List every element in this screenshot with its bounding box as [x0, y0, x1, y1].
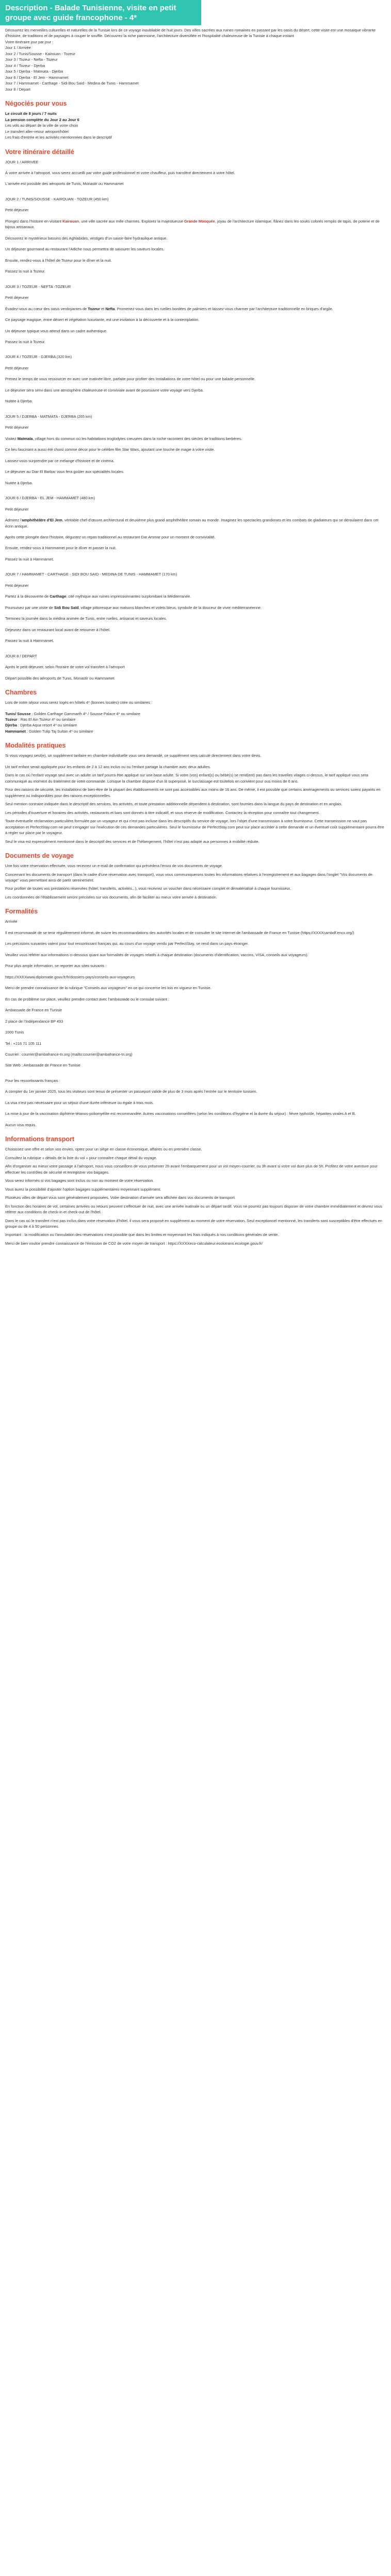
formalities-paragraph: Les précisions suivantes valent pour tout ressortissant français qui, au cours d'un voyage vendu par PerfectStay, se rend dans un pays étranger. — [5, 941, 249, 946]
embassy-email[interactable]: Courriel : courrier@ambafrance-tn.org (mailto:courrier@ambafrance-tn.org) — [5, 1052, 133, 1057]
embassy-phone: Tel : +216 71 105 111 — [5, 1041, 42, 1046]
day-paragraph: Passez la nuit à Hammamet. — [5, 638, 54, 643]
day-paragraph: À votre arrivée à l'aéroport, vous serez accueilli par votre guide professionnel et votre chauffeur, puis transféré directement à votre hôtel. — [5, 170, 235, 175]
formalities-paragraph: Arrivée — [5, 919, 18, 924]
docs-paragraph: Une fois votre réservation effectuée, vous recevrez un e-mail de confirmation qui précédera l'envoi de vos documents de voyage. — [5, 863, 223, 869]
transport-paragraph: Plusieurs villes de départ vous sont généralement proposées. Votre destination d'arrivée sera affichée dans vos documents de transport. — [5, 1195, 236, 1200]
day-meal: Petit déjeuner — [5, 365, 29, 370]
day-paragraph: Nuitée à Djerba. — [5, 480, 33, 485]
room-item — [5, 728, 386, 734]
room-hotel: : Djerba Aqua resort 4* ou similaire — [17, 723, 77, 728]
day-paragraph: Déjeunez dans un restaurant local avant de retourner à l'hôtel. — [5, 627, 110, 632]
transport-paragraph: Important : la modification ou l'annulation des réservations n'est possible que dans les limites et moyennant les frais indiqués à nos conditions générales de vente. — [5, 1232, 279, 1238]
offer-item: La pension complète du Jour 2 au Jour 6 — [5, 117, 79, 122]
room-hotel: : Golden Carthage Gammarth 4* / Sousse Palace 4* ou similaire — [30, 711, 140, 716]
room-city: Tunis/ Sousse — [5, 711, 31, 716]
text-span: Visitez — [5, 436, 18, 441]
transport-paragraph: Choisissez une offre et selon vos envies, optez pour un siège en classe économique, affaires ou en première classe. — [5, 1147, 202, 1152]
room-item — [5, 717, 386, 722]
day-paragraph — [5, 594, 386, 599]
rooms-intro: Lors de votre séjour vous serez logés en hôtels 4* (bonnes locales) citée ou similaires : — [5, 700, 153, 705]
terms-paragraph: Pour des raisons de sécurité, les installations de bien-être de la plupart des établissements ne sont pas accessibles aux moins de 16 ans. De même, il est possible que certains aménagements ou services soient payants en supplément ou indisponibles pour des raisons exceptionnelles. — [5, 787, 381, 798]
itinerary-summary-item: Jour 4 / Tozeur - Djerba — [5, 63, 45, 68]
day-paragraph: Un déjeuner typique vous attend dans un cadre authentique. — [5, 328, 108, 333]
rooms-list — [5, 711, 386, 735]
day-title: JOUR 7 / HAMMAMET - CARTHAGE - SIDI BOU SAID - MEDINA DE TUNIS - HAMMAMET (170 km) — [5, 572, 177, 577]
day-paragraph — [5, 436, 386, 442]
text-span: , une ville sacrée aux mille charmes. Explorez la majestueuse — [79, 218, 184, 224]
day-meal: Petit déjeuner — [5, 506, 29, 512]
day-title: JOUR 4 / TOZEUR - DJERBA (320 km) — [5, 354, 72, 360]
text-span: Poursuivez par une visite de — [5, 605, 54, 610]
day-paragraph: Départ possible des aéroports de Tunis, Monastir ou Hammamet — [5, 675, 115, 681]
room-city: Hammamet — [5, 728, 26, 734]
docs-paragraph: Pour profiter de toutes vos prestations réservées (hôtel, transferts, activités...), vous recevrez un voucher dans nécessaire complet et dématérialisé à chaque fournisseur. — [5, 886, 291, 891]
description-content — [0, 25, 391, 1246]
section-title-transport: Informations transport — [5, 1136, 75, 1143]
section-title-offer: Négociés pour vous — [5, 100, 67, 108]
day-title: JOUR 5 / DJERBA - MATMATA - DJERBA (265 km) — [5, 414, 92, 419]
room-hotel: : Golden Tulip Taj Sultan 4* ou similaire — [25, 728, 93, 734]
day-paragraph: Après le petit déjeuner, selon l'horaire de votre vol transfert à l'aéroport — [5, 665, 125, 670]
text-span: et — [100, 306, 106, 311]
day-title: JOUR 6 / DJERBA - EL JEM - HAMMAMET (480 km) — [5, 496, 95, 501]
transport-paragraph: Vous aurez la possibilité d'ajouter l'option bagages supplémentaires moyennant supplément. — [5, 1187, 161, 1192]
transport-paragraph: Consultez la rubrique « détails de la liste du vol » pour connaître chaque détail du voyage. — [5, 1155, 157, 1160]
transport-paragraph: Afin d'organiser au mieux votre passage à l'aéroport, nous vous conseillons de vous présenter 2h avant l'embarquement pour un vol moyen-courrier, ou 3h avant si votre vol dure plus de 5h. Profitez de votre aventure pour effectuer les contrôles de sécurité et enregistrer vos bagages. — [5, 1164, 378, 1175]
day-paragraph: Laissez-vous surprendre par ce mélange d'histoire et de cinéma. — [5, 458, 115, 463]
itinerary-summary-item: Jour 5 / Djerba - Matmata - Djerba — [5, 69, 63, 74]
day-paragraph: Ensuite, rendez-vous à Hammamet pour le dîner et passer la nuit. — [5, 546, 117, 551]
formalities-paragraph: La mise à jour de la vaccination diphtérie-tétanos-poliomyélite est recommandée. Autres vaccinations conseillées (selon les conditions d'hygiène et la durée du séjour) : fièvre typhoïde, hépatites virales A et B. — [5, 1111, 356, 1116]
formalities-paragraph: Il est recommandé de se tenir régulièrement informé, de suivre les recommandations des autorités locales et de consulter le site Internet de l'ambassade de France en Tunisie (https://XXXXcambdf.encx.org/) — [5, 930, 354, 935]
place-highlight: Carthage — [50, 594, 67, 599]
intro-block — [5, 27, 386, 92]
offer-item: Les frais d'entrée et les activités mentionnées dans le descriptif — [5, 135, 112, 140]
page-title: Description - Balade Tunisienne, visite en petit groupe avec guide francophone - 4* — [5, 4, 176, 22]
text-span: , véritable chef-d'œuvre architectural et deuxième plus grand amphithéâtre romain au monde. Imaginez les spectacles grandioses et les combats de gladiateurs qui se déroulaient dans cet écrin antique. — [5, 518, 379, 529]
day-paragraph — [5, 218, 386, 230]
day-title: JOUR 2 / TUNIS/SOUSSE - KAIROUAN - TOZEUR (450 km) — [5, 196, 109, 201]
day-meal: Petit déjeuner — [5, 425, 29, 430]
day-title: JOUR 1 / ARRIVEE — [5, 159, 39, 164]
day-paragraph: Le déjeuner au Diar El Barbar vous fera goûter aux spécialités locales. — [5, 469, 124, 474]
terms-paragraph: Seul mention contraire indiquée dans le descriptif des services, les activités, et toute prestation additionnelle dépendent à destination, sont fournies dans la langue du pays de destination et en anglais. — [5, 802, 343, 807]
offer-list — [5, 111, 386, 140]
place-highlight: Matmata — [17, 436, 33, 441]
formalities-paragraph: A compter du 1er janvier 2025, tous les visiteurs sont tenus de présenter un passeport valide de plus de 3 mois après l'entrée sur le territoire tunisien. — [5, 1089, 257, 1094]
offer-item: Le transfert aller-retour aéroport/hôtel — [5, 129, 69, 134]
embassy-name: Ambassade de France en Tunisie — [5, 1008, 62, 1013]
itinerary-summary-item: Jour 6 / Djerba - El Jem - Hammamet — [5, 75, 69, 80]
day-paragraph — [5, 517, 386, 529]
itinerary-summary-item: Jour 8 / Départ — [5, 87, 30, 92]
text-span: , joyau de l'architecture islamique, flânez dans les souks colorés remplis de tapis, de poterie et de bijoux artisanaux. — [5, 218, 380, 230]
terms-paragraph: Toute éventuelle réclamation particulière formulée par un voyageur et qui n'est pas incluse dans les descriptifs du service de voyage, lors l'objet d'une transmission à votre fournisseur. Cette transmission ne vaut pas acceptation et PerfectStay.com ne peut s'engager sur l'exécution de ces demandes particulières. Seul le fournisseur de PerfectStay.com peut sur place accéder à cette demande et un éventuel coût supplémentaire pourra être à régler sur place par le voyageur. — [5, 819, 384, 836]
room-hotel: : Ras El Ain Tozeur 4* ou similaire — [17, 717, 76, 722]
place-highlight: Grande Mosquée — [184, 218, 215, 224]
day-paragraph: Découvrez le mystérieux bassins des Aghlabides, vestiges d'un savoir-faire hydraulique antique. — [5, 235, 168, 241]
formalities-paragraph: Aucun visa requis. — [5, 1122, 37, 1127]
day-meal: Petit déjeuner — [5, 208, 29, 213]
section-title-formalities: Formalités — [5, 908, 38, 916]
terms-paragraph: Seul le visa est expressément mentionné dans le descriptif des services et de l'hébergement, l'hôtel n'est pas adapté aux personnes à mobilité réduite. — [5, 839, 259, 844]
text-span: Évadez-vous au cœur des oasis verdoyantes de — [5, 306, 88, 311]
itinerary-summary-item: Jour 7 / Hammamet - Carthage - Sidi Bou Saïd - Medina de Tunis - Hammamet — [5, 81, 139, 86]
place-highlight: amphithéâtre d'El Jem — [22, 518, 62, 523]
embassy-city: 1000 Tunis — [5, 1030, 24, 1035]
formalities-paragraph: La visa n'est pas nécessaire pour un séjour d'une durée inférieure ou égale à trois mois. — [5, 1100, 154, 1105]
day-paragraph: Terminez la journée dans la médina animée de Tunis, entre ruelles, artisanat et saveurs locales. — [5, 616, 167, 621]
place-highlight: Nefta — [105, 306, 115, 311]
day-paragraph: Nuitée à Djerba. — [5, 399, 33, 404]
offer-item: Les vols au départ de la ville de votre choix — [5, 123, 78, 128]
day-paragraph: Le déjeuner sera servi dans une atmosphère chaleureuse et conviviale avant de poursuivre votre voyage vers Djerba. — [5, 387, 204, 393]
text-span: , village pittoresque aux maisons blanches et volets bleus, symbole de la douceur de vivre méditerranéenne. — [78, 605, 262, 610]
text-span: , cité mythique aux ruines impressionnantes surplombant la Méditerranée. — [66, 594, 191, 599]
formalities-paragraph: Merci de prendre connaissance de la rubrique "Conseils aux voyageurs" en ce qui concerne les lois en vigueur en Tunisie. — [5, 986, 211, 991]
day-paragraph: Ensuite, rendez-vous à l'hôtel de Tozeur pour le dîner et la nuit. — [5, 258, 112, 263]
day-title: JOUR 3 / TOZEUR - NEFTA -TOZEUR — [5, 284, 71, 289]
terms-paragraph: Dans le cas où l'enfant voyage seul avec un adulte un tarif pourra être appliqué sur une base adulte. Si votre (vos) enfant(s) ou bébé(s) se rend(ent) pas dans les travelles vilages ci-dessus, le tarif appliqué vous sera communiqué au moment du traitement de votre commande. Lorsque la chambre dispose d'un lit superposé, le surclassage est toutefois en convient pour ous moins de 6 ans. — [5, 773, 368, 784]
docs-paragraph: Les coordonnées de l'établissement seront précisées sur vos documents, afin de faciliter au mieux votre arrivée à destination. — [5, 894, 217, 900]
day-meal: Petit déjeuner — [5, 295, 29, 300]
day-paragraph: Ce lieu fascinant a aussi été choisi comme décor pour le célèbre film Star Wars, ajoutant une touche de magie à votre visite. — [5, 447, 215, 452]
itinerary-summary-item: Jour 1 / Arrivée — [5, 45, 31, 50]
embassy-address: 2 place de l'Indépendance BP 493 — [5, 1019, 63, 1024]
terms-paragraph: Les périodes d'ouverture et horaires des activités, restaurants et bars sont donnés à titre indicatif, et sous réserve de modification. Contactez la réception pour connaître tout changement. — [5, 810, 320, 815]
transport-paragraph: Vous serez informés si vos bagages sont inclus ou non au moment de votre réservation. — [5, 1178, 154, 1183]
room-item — [5, 711, 386, 717]
text-span: Plongez dans l'histoire en visitant — [5, 218, 63, 224]
itinerary-summary-item: Jour 2 / Tunis/Sousse - Kairouan - Tozeur — [5, 51, 75, 56]
formalities-paragraph: Veuillez vous référer aux informations ci-dessous quant aux formalités de voyages relatifs à chaque destination (documents d'identification, vaccins, VISA, conseils aux voyageurs). — [5, 952, 308, 957]
section-title-itinerary: Votre itinéraire détaillé — [5, 148, 74, 156]
section-title-travel-docs: Documents de voyage — [5, 852, 74, 860]
offer-item: Le circuit de 8 jours / 7 nuits — [5, 111, 57, 116]
day-meal: Petit déjeuner — [5, 583, 29, 588]
day-paragraph — [5, 605, 386, 611]
day-paragraph: Passez la nuit à Hammamet. — [5, 556, 54, 562]
section-title-terms: Modalités pratiques — [5, 742, 66, 750]
formalities-paragraph: Pour plus ample information, se reporter aux sites suivants : — [5, 963, 107, 969]
day-paragraph: Passez la nuit à Tozeur. — [5, 340, 45, 344]
place-highlight: Tozeur — [88, 306, 100, 311]
day-paragraph: Prenez le temps de vous ressourcer en avec une matinée libre, parfaite pour profiter des installations de votre hôtel ou pour une balade personnelle. — [5, 377, 256, 382]
formalities-paragraph: En cas de problème sur place, veuillez prendre contact avec l'ambassade ou le consulat suivant : — [5, 996, 170, 1002]
text-span: Admirez l' — [5, 518, 22, 523]
text-span: Partez à la découverte de — [5, 594, 50, 599]
itinerary-summary-item: Jour 3 / Tozeur - Nefta - Tozeur — [5, 57, 58, 62]
day-title: JOUR 8 / DEPART — [5, 653, 37, 658]
place-highlight: Sidi Bou Saïd — [54, 605, 79, 610]
intro-text: Découvrez les merveilles culturelles et naturelles de la Tunisie lors de ce voyage inoubliable de huit jours. Des villes sacrées aux ruines romaines en passant par les oasis du désert, cette visite est une mosaïque vibrante d'histoire, de traditions et de paysages à couper le souffle. Découvrez la riche patrimoine, l'architecture diversifiée et l'hospitalité chaleureuse de la Tunisie à chaque instant — [5, 28, 376, 39]
text-span: . Promenez-vous dans les ruelles bordées de palmiers et laissez-vous charmer par l'architecture traditionnelle en briques d'argile. — [115, 306, 333, 311]
embassy-website[interactable]: Site Web : Ambassade de France en Tunisie — [5, 1063, 80, 1068]
day-paragraph: L'arrivée est possible des aéroports de Tunis, Monastir ou Hammamet — [5, 181, 124, 187]
formalities-paragraph: Pour les ressortissants français : — [5, 1078, 60, 1083]
terms-paragraph: Si vous voyagez seul(e), un supplément tarifaire en chambre individuelle vous sera demandé, ce supplément sera calculé directement dans votre devis. — [5, 753, 262, 758]
place-highlight: Kairouan — [62, 218, 79, 224]
formalities-link[interactable]: https://XXXXwww.diplomatie.gouv.fr/fr/dossiers-pays/conseils-aux-voyageurs — [5, 974, 135, 979]
transport-paragraph: Merci de bien vouloir prendre connaissance de l'émission de CO2 de votre moyen de transport : https://XXXXeco-calculateur.ecolotrans.ecologie.gouv.fr/ — [5, 1241, 263, 1246]
day-paragraph — [5, 306, 386, 312]
transport-paragraph: Dans le cas où le transfert n'est pas inclus dans votre réservation d'hôtel, il vous sera proposé en supplément au moment de votre réservation. Seul exceptionnel mentionné, les transferts sont susceptibles d'être effectués en groupe ou de 4 à 50 personnes. — [5, 1218, 382, 1229]
transport-paragraph: En fonction des horaires de vol, certaines arrivées ou retours peuvent s'effectuer de nuit, avec une arrivée matinale ou un départ tardif. Vous ne pourrez pas toujours disposer de votre chambre immédiatement et devrez vous référer aux conditions de check-in et check-out de l'hôtel. — [5, 1204, 382, 1215]
day-paragraph: Ce paysage magique, entre désert et végétation luxuriante, est une invitation à la découverte et à la contemplation. — [5, 317, 200, 323]
text-span: , village hors du commun où les habitations troglodytes creusées dans la roche racontent des siècles de traditions berbères. — [32, 436, 242, 441]
docs-paragraph: Concernant les documents de transport (dans le cadre d'une réservation avec transport), vous vous communiquerons toutes les informations relatives à l'enregistrement et aux bagages dans l'onglet "Vos documents de voyage" vous permettant ainsi de partir sereinement. — [5, 872, 372, 883]
room-item — [5, 722, 386, 728]
section-title-rooms: Chambres — [5, 689, 37, 697]
day-paragraph: Après cette plongée dans l'histoire, dégustez un repas traditionnel au restaurant Dar Ammar pour un moment de convivialité. — [5, 534, 216, 539]
day-paragraph: Un déjeuner gourmand au restaurant l'Adiche nous permettra de savourer les saveurs locales. — [5, 247, 165, 252]
itinerary-summary-title: Votre itinéraire jour par jour : — [5, 39, 54, 44]
day-paragraph: Passez la nuit à Tozeur. — [5, 269, 45, 274]
page-header — [0, 0, 201, 25]
terms-paragraph: Un tarif enfant serait appliquée pour les enfants de 2 à 12 ans inclus ou ou l'enfant partage la chambre avec deux adultes. — [5, 764, 211, 769]
room-city: Djerba — [5, 723, 18, 728]
room-city: Tozeur — [5, 717, 18, 722]
